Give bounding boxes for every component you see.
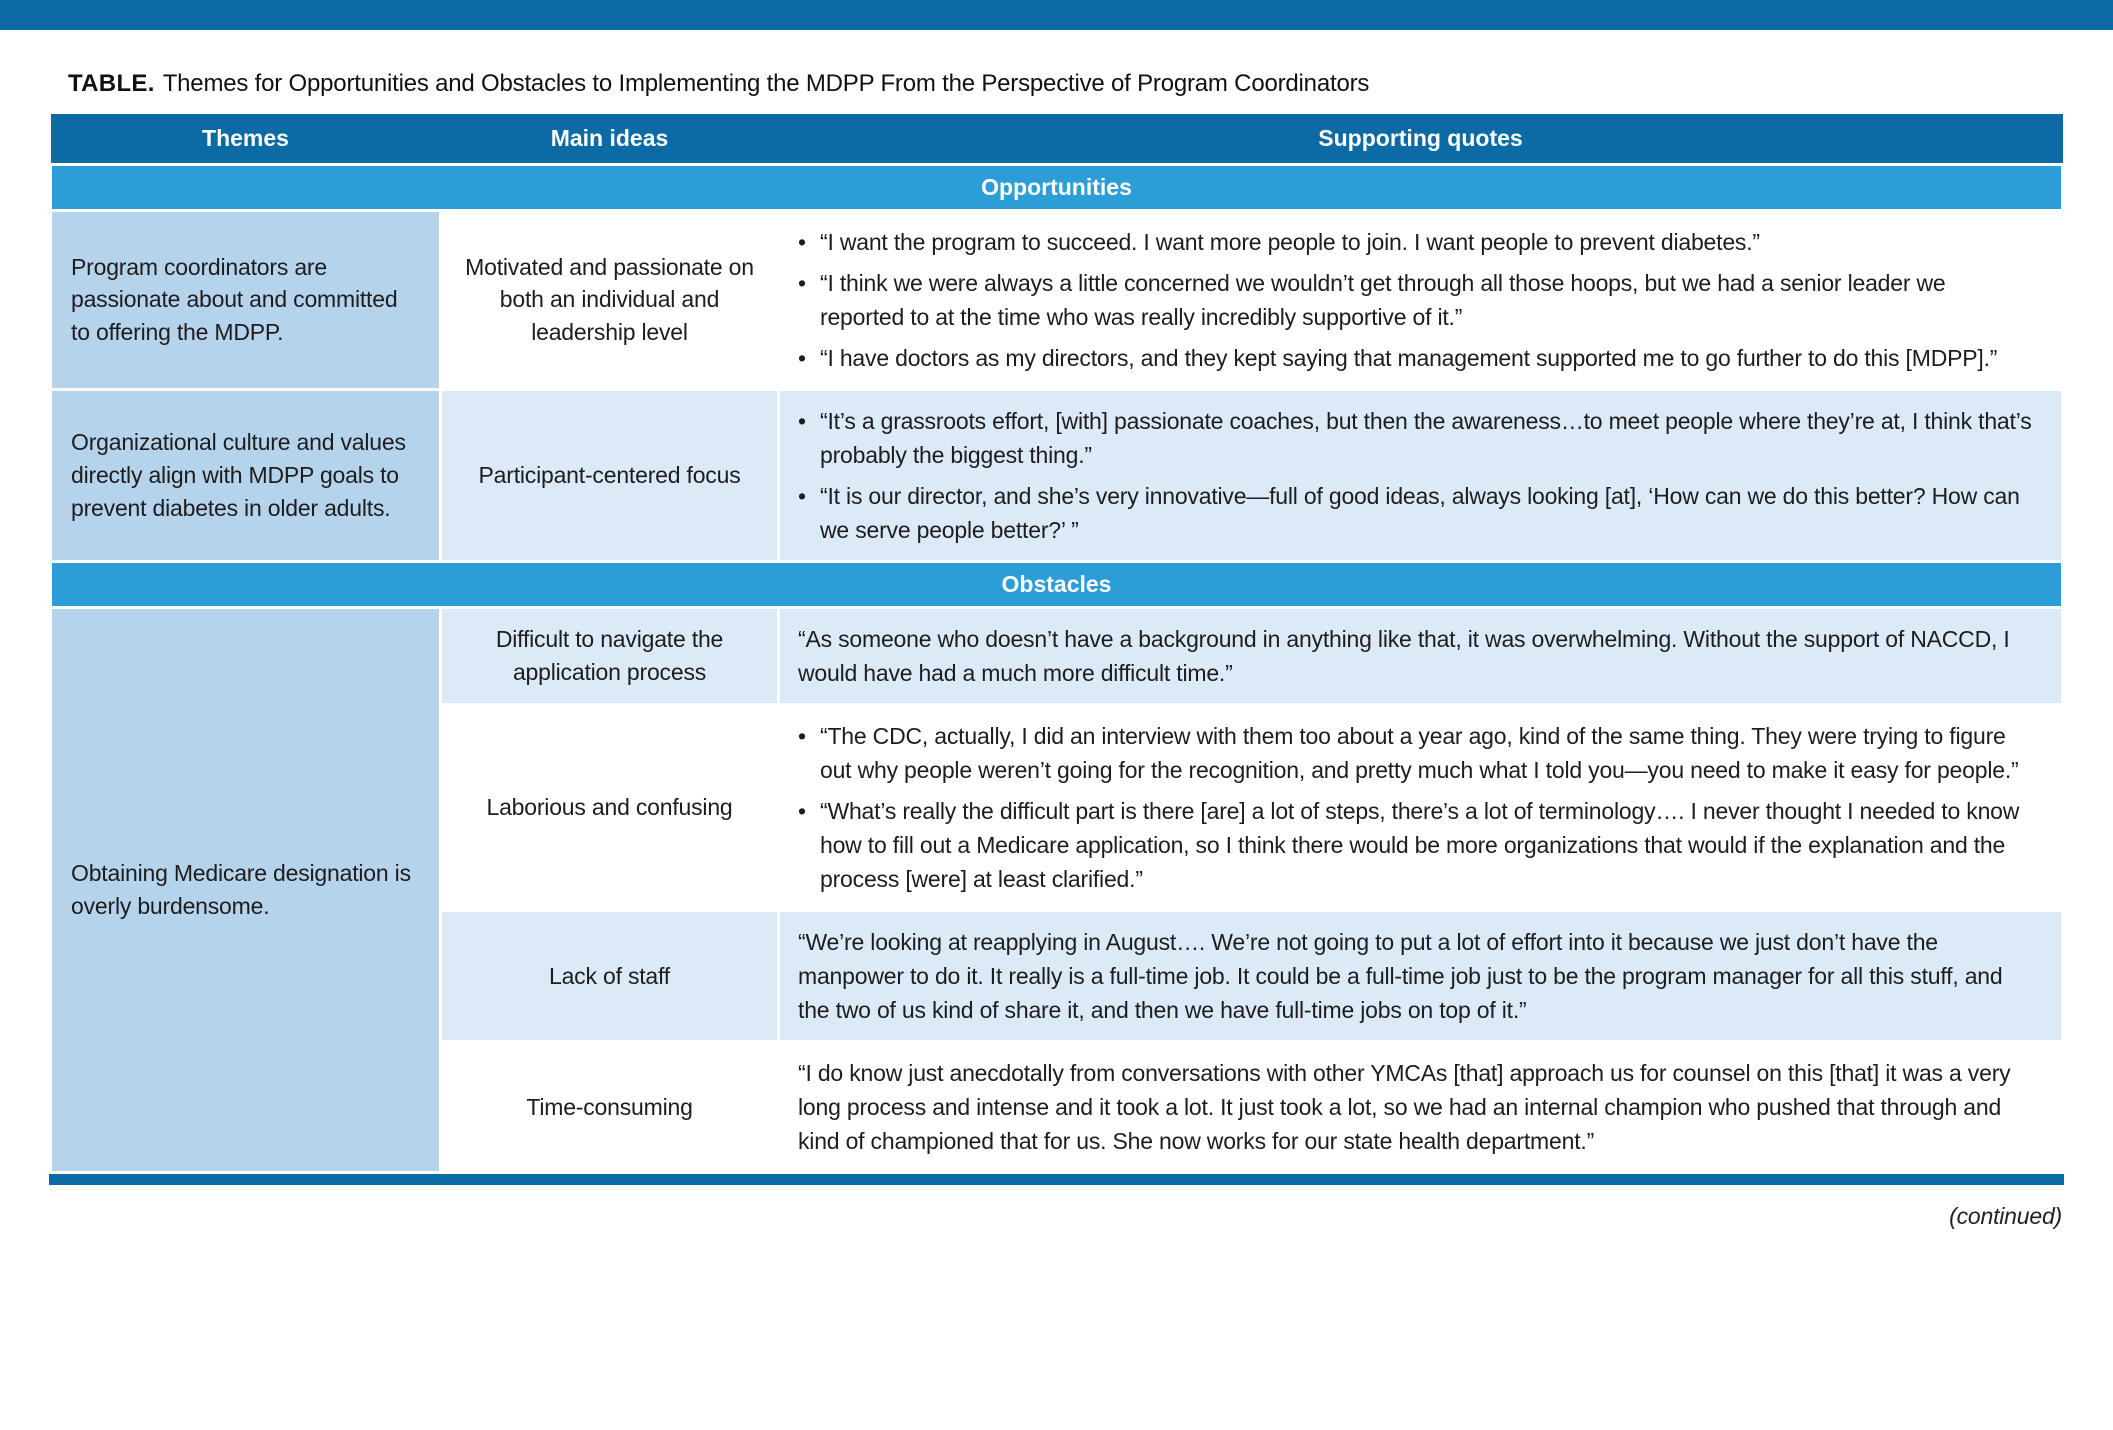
main-idea-cell: Difficult to navigate the application process [441, 607, 779, 704]
bullet-icon: • [798, 344, 806, 371]
supporting-quote [798, 719, 2035, 787]
supporting-quote [798, 479, 2035, 547]
top-rule [0, 0, 2113, 30]
column-header-supporting-quotes: Supporting quotes [779, 114, 2063, 164]
main-idea-cell: Motivated and passionate on both an individual and leadership level [441, 210, 779, 389]
quotes-cell [779, 389, 2063, 561]
supporting-quote: “I do know just anecdotally from conversations with other YMCAs [that] approach us for counsel on this [that] it was a very long process and intense and it took a lot. It just took a lot, so we had an internal champion who pushed that through and kind of championed that for us. She now works for our state health department.” [798, 1060, 2011, 1155]
supporting-quote: “We’re looking at reapplying in August…. We’re not going to put a lot of effort into it because we just don’t have the manpower to do it. It really is a full-time job. It could be a full-time job just to be the program manager for all this stuff, and the two of us kind of share it, and then we have full-time jobs on top of it.” [798, 928, 2003, 1024]
bottom-rule [49, 1174, 2064, 1185]
quote-text: “I think we were always a little concerned we wouldn’t get through all those hoops, but we had a senior leader we reported to at the time who was really incredibly supportive of it.” [820, 269, 1946, 330]
main-idea-cell: Participant-centered focus [441, 389, 779, 561]
supporting-quote [798, 225, 2035, 259]
themes-table [49, 114, 2064, 1174]
quotes-cell [779, 704, 2063, 910]
bullet-icon: • [798, 722, 806, 749]
column-header-main-ideas: Main ideas [441, 114, 779, 164]
theme-cell: Organizational culture and values directly align with MDPP goals to prevent diabetes in older adults. [51, 389, 441, 561]
quotes-cell [779, 1042, 2063, 1173]
table-caption [68, 70, 2064, 98]
quote-text: “The CDC, actually, I did an interview with them too about a year ago, kind of the same thing. They were trying to figure out why people weren’t going for the recognition, and pretty much what I told you—you need to make it easy for people.” [820, 722, 2019, 783]
section-row [51, 561, 2063, 607]
supporting-quote [798, 404, 2035, 472]
main-idea-cell: Time-consuming [441, 1042, 779, 1173]
quote-text: “What’s really the difficult part is there [are] a lot of steps, there’s a lot of terminology…. I never thought I needed to know how to fill out a Medicare application, so I think there would be more organizations that would if the explanation and the process [were] at least clarified.” [820, 797, 2020, 892]
theme-cell: Program coordinators are passionate about and committed to offering the MDPP. [51, 210, 441, 389]
quote-text: “I want the program to succeed. I want more people to join. I want people to prevent diabetes.” [820, 228, 1760, 255]
content-area [0, 70, 2113, 1230]
supporting-quote [798, 341, 2035, 375]
section-header-opportunities: Opportunities [51, 164, 2063, 210]
quote-text: “It is our director, and she’s very innovative—full of good ideas, always looking [at], ‘How can we do this better? How can we serve people better?’ ” [820, 482, 2020, 543]
supporting-quote [798, 794, 2035, 896]
section-header-obstacles: Obstacles [51, 561, 2063, 607]
main-idea-cell: Lack of staff [441, 910, 779, 1041]
table-row [51, 389, 2063, 561]
table-header [51, 114, 2063, 164]
theme-cell: Obtaining Medicare designation is overly burdensome. [51, 607, 441, 1172]
quote-text: “It’s a grassroots effort, [with] passionate coaches, but then the awareness…to meet people where they’re at, I think that’s probably the biggest thing.” [820, 407, 2032, 468]
table-row [51, 607, 2063, 704]
header-row [51, 114, 2063, 164]
bullet-icon: • [798, 482, 806, 509]
main-idea-cell: Laborious and confusing [441, 704, 779, 910]
table-caption-text: Themes for Opportunities and Obstacles to Implementing the MDPP From the Perspective of Program Coordinators [162, 70, 1370, 97]
table-row [51, 210, 2063, 389]
bullet-icon: • [798, 228, 806, 255]
column-header-themes: Themes [51, 114, 441, 164]
bullet-icon: • [798, 407, 806, 434]
table-label: TABLE. [68, 70, 155, 97]
supporting-quote [798, 266, 2035, 334]
quote-text: “I have doctors as my directors, and they kept saying that management supported me to go further to do this [MDPP].” [820, 344, 1998, 371]
table-body [51, 164, 2063, 1173]
quotes-cell [779, 210, 2063, 389]
quotes-cell [779, 607, 2063, 704]
section-row [51, 164, 2063, 210]
supporting-quote: “As someone who doesn’t have a background in anything like that, it was overwhelming. Without the support of NACCD, I would have had a much more difficult time.” [798, 625, 2010, 686]
bullet-icon: • [798, 797, 806, 824]
quotes-cell [779, 910, 2063, 1041]
continued-note: (continued) [1949, 1203, 2062, 1230]
bullet-icon: • [798, 269, 806, 296]
